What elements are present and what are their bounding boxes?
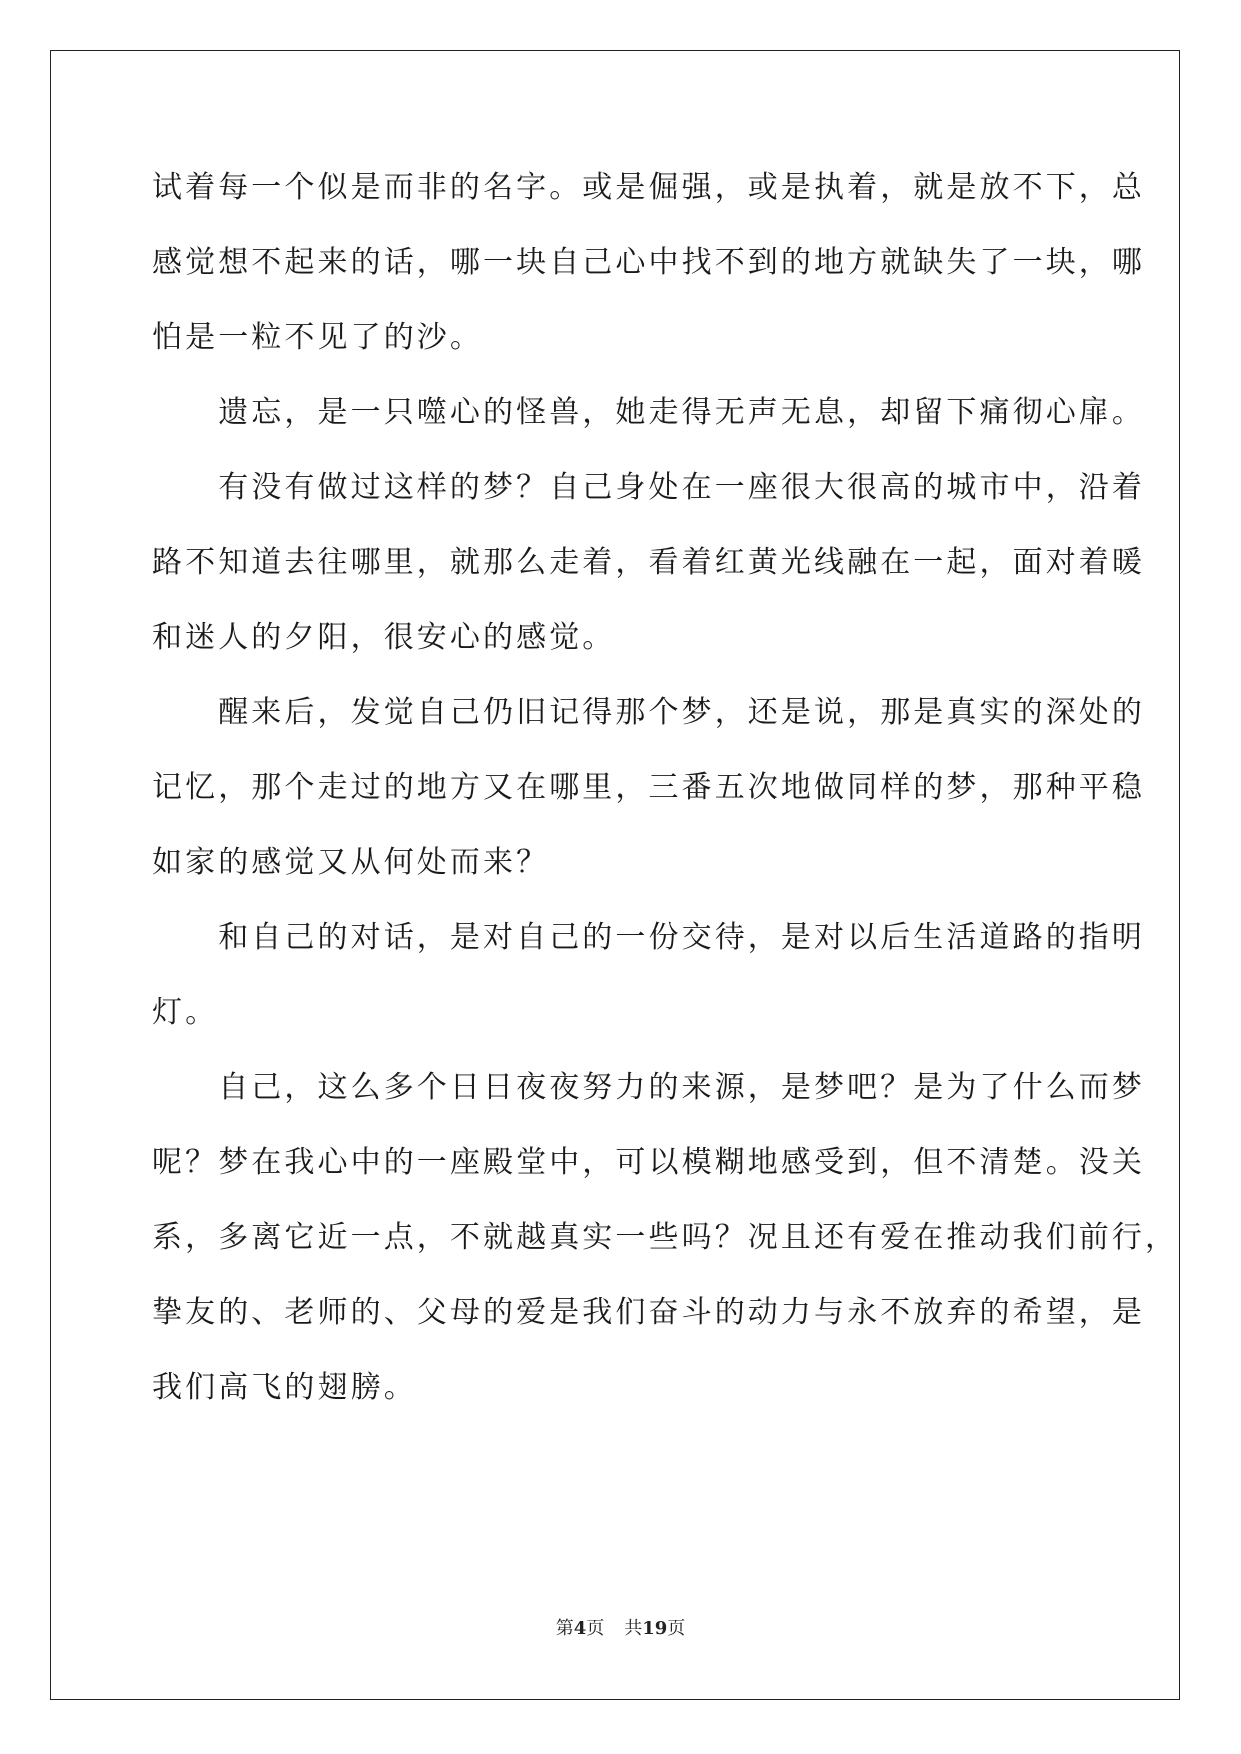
footer-prefix: 第 bbox=[555, 1618, 574, 1639]
page-footer bbox=[0, 1617, 1241, 1641]
text-line: 醒来后，发觉自己仍旧记得那个梦，还是说，那是真实的深处的 bbox=[152, 695, 1145, 730]
total-pages-number: 19 bbox=[642, 1618, 668, 1639]
text-line: 遗忘，是一只噬心的怪兽，她走得无声无息，却留下痛彻心扉。 bbox=[152, 395, 1145, 430]
text-line: 系，多离它近一点，不就越真实一些吗？况且还有爱在推动我们前行， bbox=[152, 1220, 1179, 1255]
text-line: 自己，这么多个日日夜夜努力的来源，是梦吧？是为了什么而梦 bbox=[152, 1070, 1145, 1105]
text-line: 怕是一粒不见了的沙。 bbox=[152, 320, 483, 355]
text-line: 有没有做过这样的梦？自己身处在一座很大很高的城市中，沿着 bbox=[152, 470, 1145, 505]
text-line: 路不知道去往哪里，就那么走着，看着红黄光线融在一起，面对着暖 bbox=[152, 545, 1145, 580]
footer-page-unit: 页 bbox=[586, 1618, 605, 1639]
text-line: 记忆，那个走过的地方又在哪里，三番五次地做同样的梦，那种平稳 bbox=[152, 770, 1145, 805]
text-line: 如家的感觉又从何处而来？ bbox=[152, 845, 550, 880]
text-line: 挚友的、老师的、父母的爱是我们奋斗的动力与永不放弃的希望，是 bbox=[152, 1295, 1145, 1330]
text-line: 感觉想不起来的话，哪一块自己心中找不到的地方就缺失了一块，哪 bbox=[152, 245, 1145, 280]
text-line: 和自己的对话，是对自己的一份交待，是对以后生活道路的指明 bbox=[152, 920, 1145, 955]
text-line: 我们高飞的翅膀。 bbox=[152, 1370, 417, 1405]
text-line: 呢？梦在我心中的一座殿堂中，可以模糊地感受到，但不清楚。没关 bbox=[152, 1145, 1145, 1180]
footer-total-unit: 页 bbox=[667, 1618, 686, 1639]
text-line: 灯。 bbox=[152, 995, 219, 1030]
text-line: 试着每一个似是而非的名字。或是倔强，或是执着，就是放不下，总 bbox=[152, 170, 1145, 205]
current-page-number: 4 bbox=[573, 1618, 587, 1639]
footer-total-prefix: 共 bbox=[624, 1618, 643, 1639]
text-line: 和迷人的夕阳，很安心的感觉。 bbox=[152, 620, 616, 655]
